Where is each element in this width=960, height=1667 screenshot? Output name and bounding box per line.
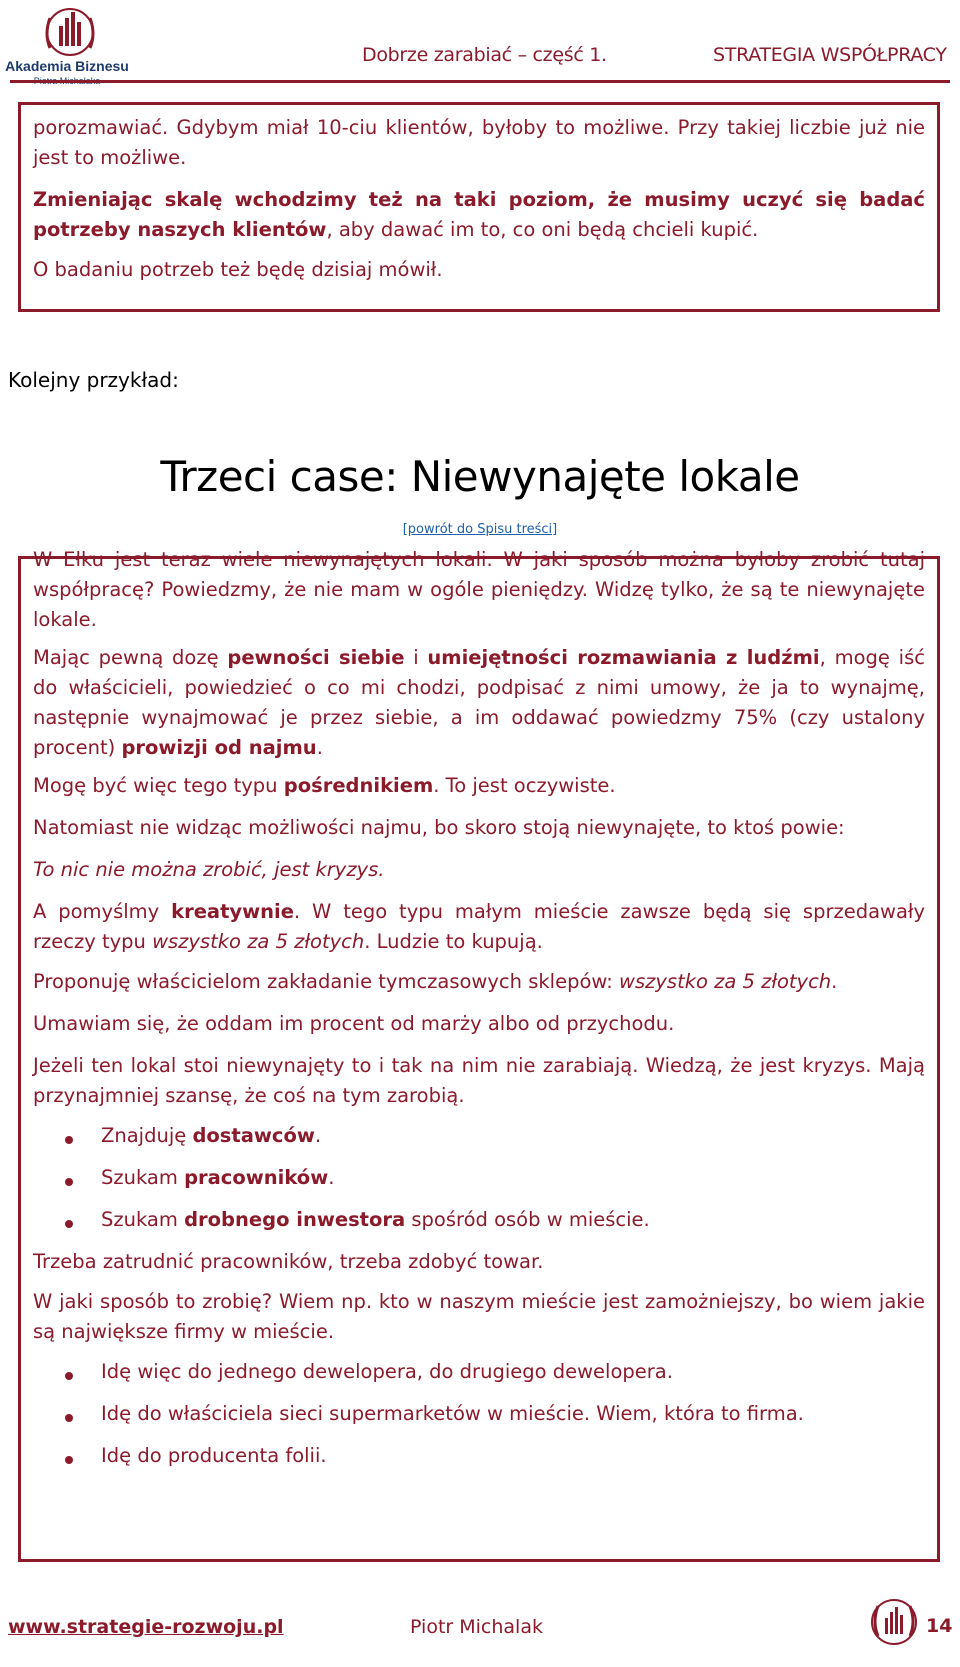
paragraph-text: Proponuję właścicielom zakładanie tymczasowych sklepów: xyxy=(33,970,620,993)
laurel-emblem-icon xyxy=(4,4,136,64)
case-content-box xyxy=(18,548,940,1562)
paragraph-text: Idę więc do jednego dewelopera, do drugiego dewelopera. xyxy=(101,1360,673,1383)
quote xyxy=(33,855,925,885)
list-item xyxy=(101,1163,925,1193)
emphasis-text: prowizji od najmu xyxy=(121,736,317,759)
footer-author: Piotr Michalak xyxy=(410,1616,543,1638)
paragraph xyxy=(33,185,925,245)
paragraph-text: Umawiam się, że oddam im procent od marży albo od przychodu. xyxy=(33,1012,675,1035)
bullet-icon xyxy=(65,1178,73,1186)
list-item xyxy=(101,1121,925,1151)
toc-link[interactable]: [powrót do Spisu treści] xyxy=(402,522,558,537)
list-item xyxy=(101,1399,925,1429)
paragraph xyxy=(33,1051,925,1111)
header-divider xyxy=(10,80,950,83)
paragraph-text: Trzeba zatrudnić pracowników, trzeba zdobyć towar. xyxy=(33,1250,544,1273)
paragraph-text: . To jest oczywiste. xyxy=(433,774,616,797)
paragraph-text: W Ełku jest teraz wiele niewynajętych lokali. W jaki sposób można byłoby zrobić tutaj współpracę? Powiedzmy, że nie mam w ogóle pieniędzy. Widzę tylko, że są te niewynajęte lokale. xyxy=(33,548,925,631)
emphasis-text: pośrednikiem xyxy=(283,774,434,797)
bullet-icon xyxy=(65,1136,73,1144)
paragraph-text: W jaki sposób to zrobię? Wiem np. kto w naszym mieście jest zamożniejszy, bo wiem jakie są największe firmy w mieście. xyxy=(33,1290,925,1343)
paragraph-text: porozmawiać. Gdybym miał 10-ciu klientów, byłoby to możliwe. Przy takiej liczbie już nie jest to możliwe. xyxy=(33,116,925,169)
paragraph xyxy=(33,1247,925,1277)
list-item xyxy=(101,1357,925,1387)
paragraph-text: Idę do właściciela sieci supermarketów w mieście. Wiem, która to firma. xyxy=(101,1402,804,1425)
paragraph-text: A pomyślmy xyxy=(33,900,172,923)
logo-title: Akademia Biznesu xyxy=(5,58,129,74)
section-title: STRATEGIA WSPÓŁPRACY xyxy=(713,44,947,66)
paragraph xyxy=(33,771,925,801)
italic-text: wszystko za 5 złotych xyxy=(152,930,365,953)
emphasis-text: pracowników xyxy=(184,1166,329,1189)
website-link[interactable]: www.strategie-rozwoju.pl xyxy=(8,1616,284,1638)
paragraph-text: . xyxy=(328,1166,335,1189)
laurel-emblem-icon xyxy=(868,1596,920,1648)
paragraph xyxy=(33,643,925,763)
emphasis-text: umiejętności rozmawiania z ludźmi xyxy=(427,646,820,669)
quote-text: To nic nie można zrobić, jest kryzys. xyxy=(33,858,385,881)
paragraph-text: , aby dawać im to, co oni będą chcieli kupić. xyxy=(326,218,759,241)
bullet-icon xyxy=(65,1372,73,1380)
paragraph-text: Szukam xyxy=(101,1166,185,1189)
paragraph xyxy=(33,967,925,997)
emphasis-text: pewności siebie xyxy=(227,646,405,669)
list-item xyxy=(101,1441,925,1471)
paragraph-text: Mogę być więc tego typu xyxy=(33,774,284,797)
paragraph xyxy=(33,255,925,285)
paragraph-text: Idę do producenta folii. xyxy=(101,1444,327,1467)
paragraph-text: O badaniu potrzeb też będę dzisiaj mówił. xyxy=(33,258,443,281)
paragraph-text: . W tego typu małym mieście zawsze będą się sprzedawały rzeczy typu xyxy=(33,900,926,953)
document-title: Dobrze zarabiać – część 1. xyxy=(362,44,607,66)
paragraph-text: . xyxy=(316,736,323,759)
paragraph-text: . Ludzie to kupują. xyxy=(364,930,543,953)
paragraph-text: . xyxy=(831,970,838,993)
paragraph-text: i xyxy=(404,646,428,669)
paragraph xyxy=(33,1287,925,1347)
paragraph-text: Szukam xyxy=(101,1208,185,1231)
footer-logo xyxy=(868,1596,920,1648)
content-box-continued xyxy=(18,102,940,312)
bullet-icon xyxy=(65,1456,73,1464)
emphasis-text: Zmieniając skalę wchodzimy też na taki poziom, że musimy uczyć się badać potrzeby naszych klientów xyxy=(33,188,925,241)
emphasis-text: dostawców xyxy=(192,1124,315,1147)
paragraph-text: Znajduję xyxy=(101,1124,193,1147)
italic-text: wszystko za 5 złotych xyxy=(619,970,832,993)
bullet-icon xyxy=(65,1414,73,1422)
emphasis-text: drobnego inwestora xyxy=(184,1208,406,1231)
paragraph-text: spośród osób w mieście. xyxy=(405,1208,650,1231)
page-number: 14 xyxy=(926,1615,953,1637)
paragraph xyxy=(33,113,925,173)
paragraph-text: Natomiast nie widząc możliwości najmu, bo skoro stoją niewynajęte, to ktoś powie: xyxy=(33,816,845,839)
paragraph-text: Mając pewną dozę xyxy=(33,646,228,669)
paragraph xyxy=(33,813,925,843)
paragraph-text: , mogę iść do właścicieli, powiedzieć o co mi chodzi, podpisać z nimi umowy, że ja to wynajmę, następnie wynajmować je przez siebie, a im oddawać powiedzmy 75% (czy ustalony procent) xyxy=(33,646,925,759)
paragraph xyxy=(33,1009,925,1039)
paragraph xyxy=(33,545,925,635)
emphasis-text: kreatywnie xyxy=(171,900,294,923)
case-heading: Trzeci case: Niewynajęte lokale xyxy=(160,452,800,501)
paragraph-text: . xyxy=(314,1124,322,1147)
bullet-icon xyxy=(65,1220,73,1228)
list-item xyxy=(101,1205,925,1235)
intro-text: Kolejny przykład: xyxy=(8,368,179,392)
paragraph xyxy=(33,897,925,957)
paragraph-text: Jeżeli ten lokal stoi niewynajęty to i tak na nim nie zarabiają. Wiedzą, że jest kryzys. Mają przynajmniej szansę, że coś na tym zarobią. xyxy=(33,1054,925,1107)
